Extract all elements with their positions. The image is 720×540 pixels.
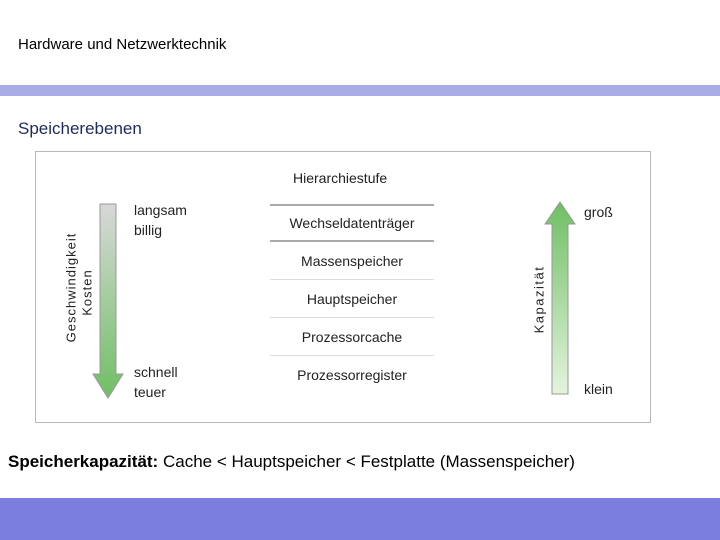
capacity-note-label: Speicherkapazität: xyxy=(8,452,159,471)
left-top-label-1: langsam xyxy=(134,202,187,218)
bottom-accent-band xyxy=(0,498,720,540)
right-bottom-label: klein xyxy=(584,381,613,397)
right-top-label: groß xyxy=(584,204,613,220)
left-axis-label-speed: Geschwindigkeit xyxy=(63,232,79,343)
level-processor-register: Prozessorregister xyxy=(297,367,407,383)
right-up-arrow-icon xyxy=(543,200,577,396)
right-axis-label-capacity: Kapazität xyxy=(531,265,547,334)
capacity-note xyxy=(8,452,575,472)
hierarchy-title: Hierarchiestufe xyxy=(293,170,388,186)
section-title: Speicherebenen xyxy=(18,119,142,138)
left-bottom-label-1: schnell xyxy=(134,364,178,380)
capacity-note-text: Cache < Hauptspeicher < Festplatte (Massenspeicher) xyxy=(158,452,575,471)
left-down-arrow-icon xyxy=(91,202,125,402)
storage-hierarchy-figure xyxy=(35,151,651,423)
level-processor-cache: Prozessorcache xyxy=(270,318,434,356)
left-top-label-2: billig xyxy=(134,222,163,238)
top-accent-band xyxy=(0,85,720,96)
header-title: Hardware und Netzwerktechnik xyxy=(18,36,227,53)
left-bottom-label-2: teuer xyxy=(134,384,166,400)
left-axis-label-cost: Kosten xyxy=(79,269,95,316)
level-main-memory: Hauptspeicher xyxy=(270,280,434,318)
level-mass-storage: Massenspeicher xyxy=(270,242,434,280)
hierarchy-levels xyxy=(270,204,434,394)
level-removable-media: Wechseldatenträger xyxy=(270,204,434,242)
